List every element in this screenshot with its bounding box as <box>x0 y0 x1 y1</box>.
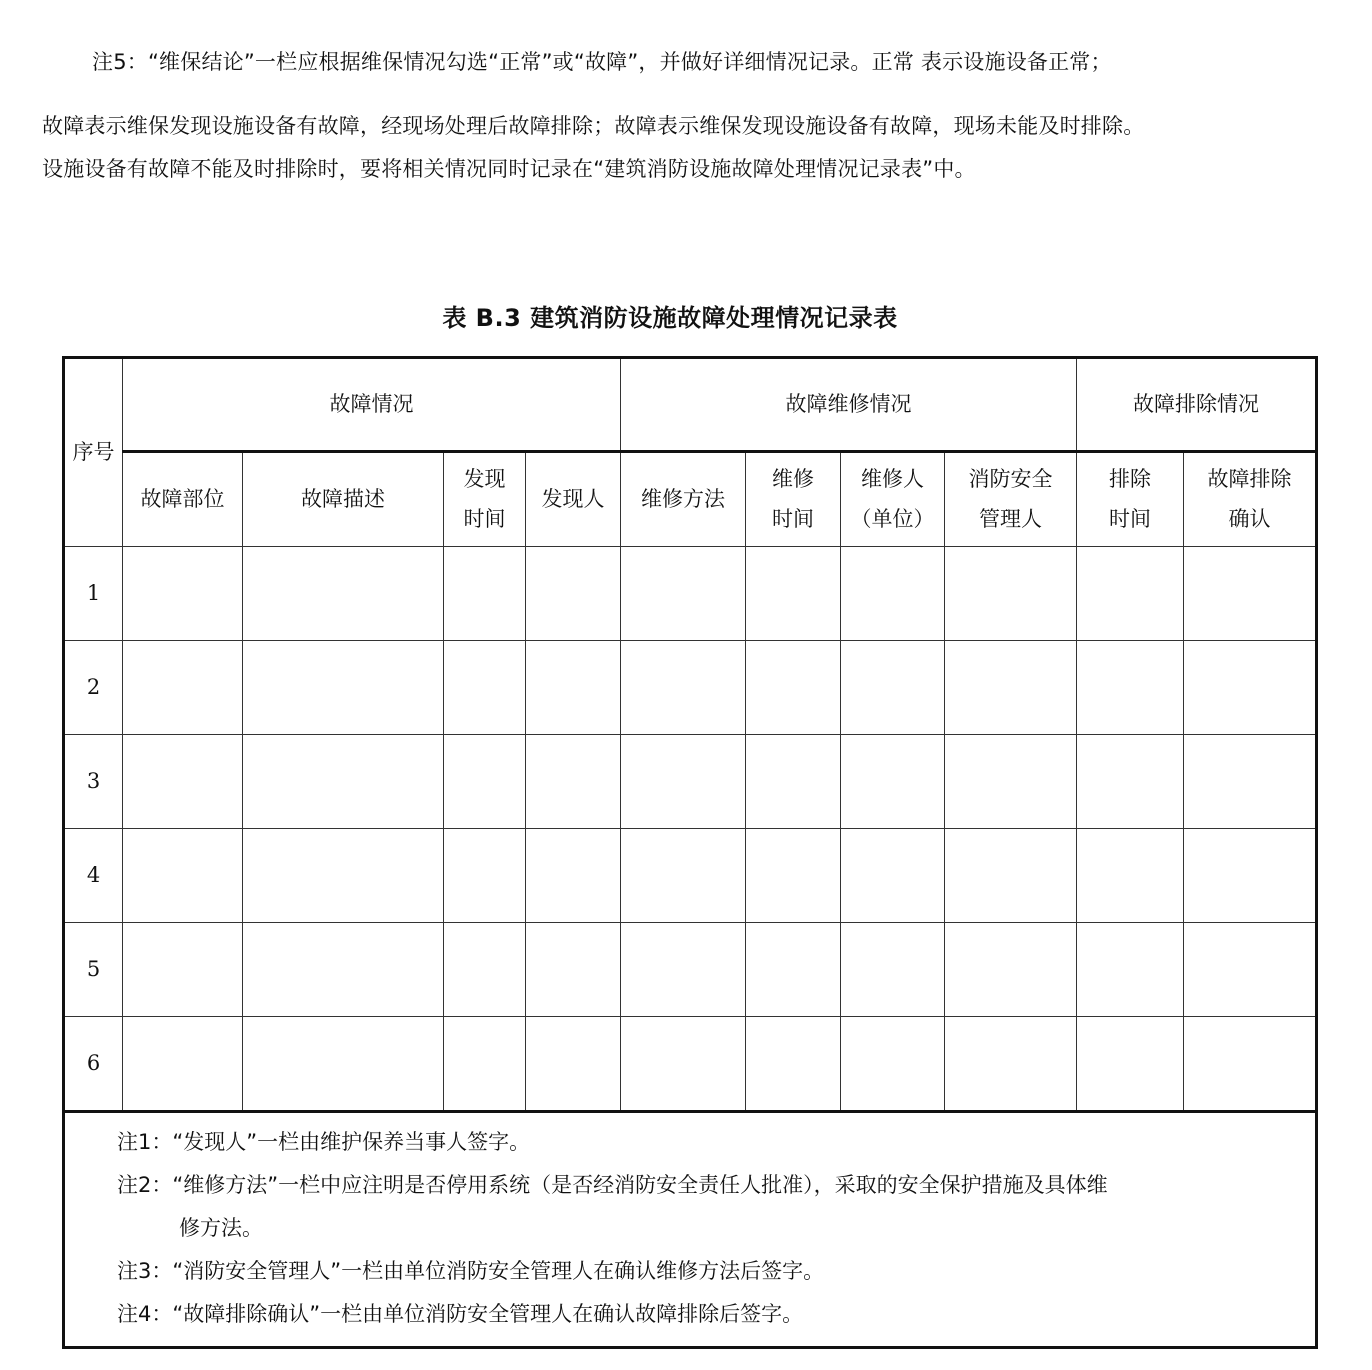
empty-cell <box>1184 547 1317 641</box>
col-safety-manager <box>945 452 1077 547</box>
empty-cell <box>621 641 746 735</box>
col-discoverer: 发现人 <box>526 452 621 547</box>
empty-cell <box>243 641 444 735</box>
empty-cell <box>444 923 526 1017</box>
empty-cell <box>526 829 621 923</box>
empty-cell <box>243 829 444 923</box>
empty-cell <box>1184 923 1317 1017</box>
empty-cell <box>1077 735 1184 829</box>
col-safety-manager-line1: 消防安全 <box>968 466 1053 491</box>
empty-cell <box>621 923 746 1017</box>
col-repairer <box>841 452 945 547</box>
empty-cell <box>444 829 526 923</box>
empty-cell <box>841 641 945 735</box>
empty-cell <box>945 641 1077 735</box>
table-row <box>64 641 1317 735</box>
note-2-line-1: 注2：“维修方法”一栏中应注明是否停用系统（是否经消防安全责任人批准），采取的安全保护措施及具体维 <box>117 1173 1108 1197</box>
empty-cell <box>1077 1017 1184 1112</box>
table-row <box>64 829 1317 923</box>
table-row <box>64 735 1317 829</box>
note-1: 注1：“发现人”一栏由维护保养当事人签字。 <box>117 1130 531 1154</box>
empty-cell <box>123 923 243 1017</box>
notes-cell <box>64 1112 1317 1348</box>
row-index: 1 <box>64 547 123 641</box>
col-repair-method: 维修方法 <box>621 452 746 547</box>
empty-cell <box>621 829 746 923</box>
empty-cell <box>841 1017 945 1112</box>
row-index: 6 <box>64 1017 123 1112</box>
empty-cell <box>123 547 243 641</box>
empty-cell <box>1077 547 1184 641</box>
empty-cell <box>945 829 1077 923</box>
empty-cell <box>841 923 945 1017</box>
col-repair-time-line1: 维修 <box>772 466 814 491</box>
col-removal-confirm-line1: 故障排除 <box>1207 466 1292 491</box>
note5-line-3: 设施设备有故障不能及时排除时，要将相关情况同时记录在“建筑消防设施故障处理情况记录表”中。 <box>42 157 976 181</box>
empty-cell <box>526 1017 621 1112</box>
col-removal-time-line2: 时间 <box>1109 506 1151 531</box>
empty-cell <box>526 735 621 829</box>
note5-line-1: 注5：“维保结论”一栏应根据维保情况勾选“正常”或“故障”，并做好详细情况记录。正常 表示设施设备正常； <box>92 50 1112 74</box>
empty-cell <box>1184 829 1317 923</box>
empty-cell <box>841 547 945 641</box>
col-safety-manager-line2: 管理人 <box>979 506 1042 531</box>
note-2-line-2: 修方法。 <box>179 1216 263 1240</box>
empty-cell <box>945 923 1077 1017</box>
empty-cell <box>945 735 1077 829</box>
empty-cell <box>123 641 243 735</box>
group-repair-situation: 故障维修情况 <box>621 358 1077 452</box>
col-removal-time-line1: 排除 <box>1109 466 1151 491</box>
empty-cell <box>621 735 746 829</box>
empty-cell <box>621 547 746 641</box>
col-removal-confirm <box>1184 452 1317 547</box>
col-removal-confirm-line2: 确认 <box>1228 506 1271 531</box>
row-index: 2 <box>64 641 123 735</box>
table-row <box>64 923 1317 1017</box>
col-discovery-time-line2: 时间 <box>463 506 506 531</box>
empty-cell <box>1184 1017 1317 1112</box>
empty-cell <box>945 547 1077 641</box>
row-index: 4 <box>64 829 123 923</box>
col-fault-location: 故障部位 <box>123 452 243 547</box>
empty-cell <box>123 829 243 923</box>
empty-cell <box>746 547 841 641</box>
table-row <box>64 1017 1317 1112</box>
empty-cell <box>621 1017 746 1112</box>
empty-cell <box>123 1017 243 1112</box>
seq-header: 序号 <box>64 358 123 547</box>
table-row <box>64 547 1317 641</box>
col-discovery-time <box>444 452 526 547</box>
empty-cell <box>444 547 526 641</box>
empty-cell <box>444 641 526 735</box>
empty-cell <box>746 641 841 735</box>
group-fault-situation: 故障情况 <box>123 358 621 452</box>
row-index: 5 <box>64 923 123 1017</box>
empty-cell <box>1184 735 1317 829</box>
empty-cell <box>526 641 621 735</box>
empty-cell <box>945 1017 1077 1112</box>
empty-cell <box>1077 641 1184 735</box>
note-4: 注4：“故障排除确认”一栏由单位消防安全管理人在确认故障排除后签字。 <box>117 1302 804 1326</box>
col-repair-time <box>746 452 841 547</box>
empty-cell <box>526 547 621 641</box>
note5-line-2: 故障表示维保发现设施设备有故障，经现场处理后故障排除；故障表示维保发现设施设备有故障，现场未能及时排除。 <box>42 114 1145 138</box>
note-3: 注3：“消防安全管理人”一栏由单位消防安全管理人在确认维修方法后签字。 <box>117 1259 825 1283</box>
empty-cell <box>746 923 841 1017</box>
fault-record-table <box>62 356 1318 1349</box>
empty-cell <box>243 735 444 829</box>
empty-cell <box>243 547 444 641</box>
empty-cell <box>746 829 841 923</box>
empty-cell <box>1077 923 1184 1017</box>
empty-cell <box>123 735 243 829</box>
group-removal-situation: 故障排除情况 <box>1077 358 1317 452</box>
col-removal-time <box>1077 452 1184 547</box>
empty-cell <box>841 735 945 829</box>
table-title: 表 B.3 建筑消防设施故障处理情况记录表 <box>442 304 898 332</box>
col-repairer-line2: （单位） <box>850 506 935 531</box>
empty-cell <box>444 1017 526 1112</box>
empty-cell <box>841 829 945 923</box>
row-index: 3 <box>64 735 123 829</box>
empty-cell <box>746 1017 841 1112</box>
empty-cell <box>444 735 526 829</box>
col-repairer-line1: 维修人 <box>861 466 924 491</box>
col-fault-description: 故障描述 <box>243 452 444 547</box>
empty-cell <box>243 923 444 1017</box>
empty-cell <box>243 1017 444 1112</box>
col-discovery-time-line1: 发现 <box>463 466 506 491</box>
empty-cell <box>526 923 621 1017</box>
empty-cell <box>1184 641 1317 735</box>
empty-cell <box>746 735 841 829</box>
empty-cell <box>1077 829 1184 923</box>
col-repair-time-line2: 时间 <box>772 506 814 531</box>
